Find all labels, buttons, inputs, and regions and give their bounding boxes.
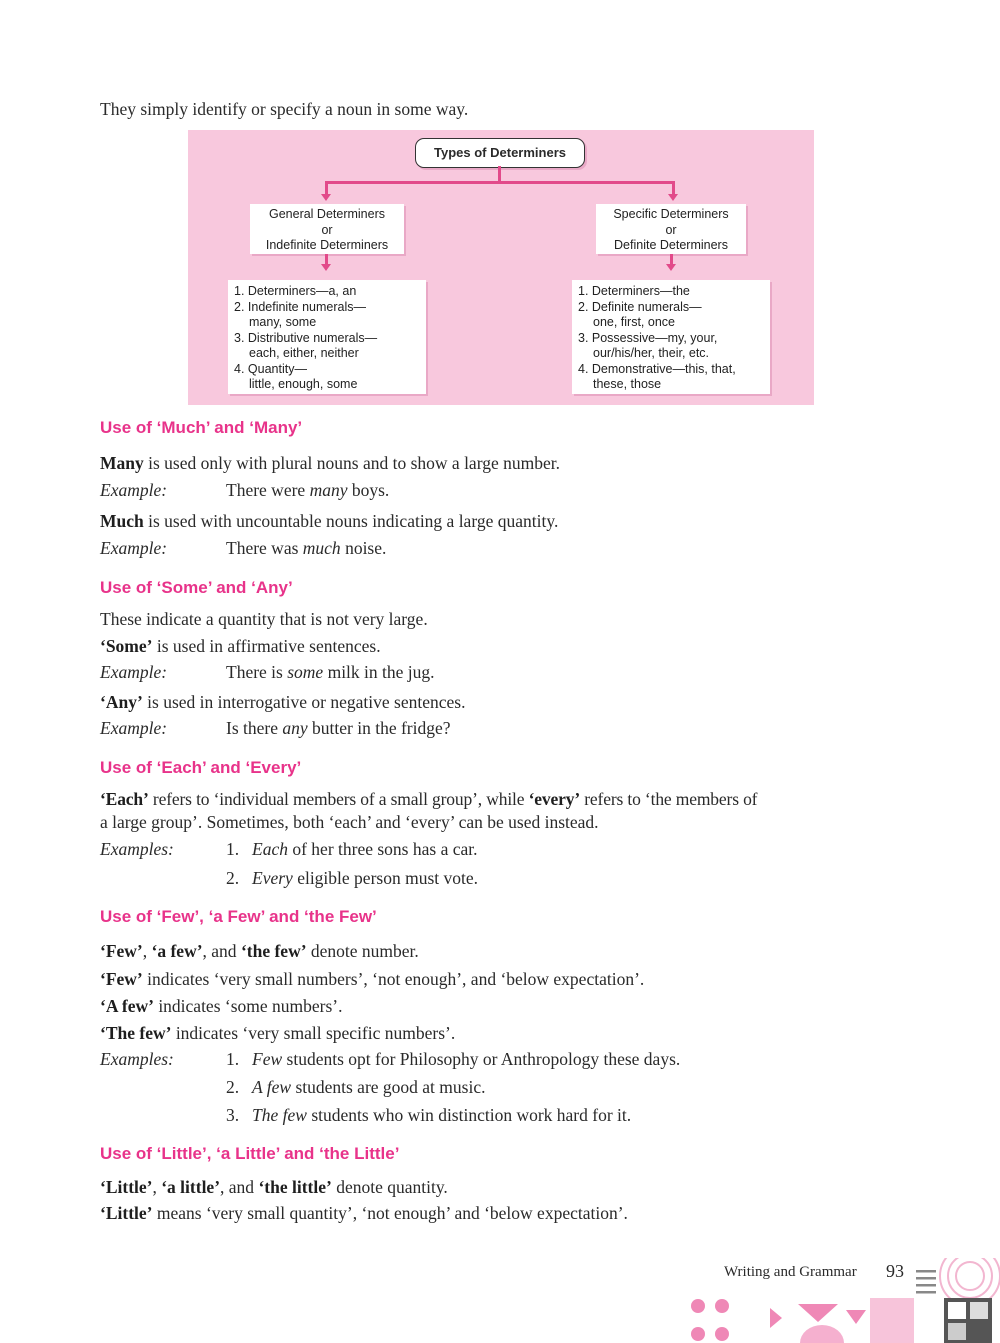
connector-line bbox=[498, 166, 501, 182]
list-item: 2. Indefinite numerals— bbox=[234, 299, 367, 314]
general-determiners-box bbox=[250, 204, 404, 254]
paragraph: These indicate a quantity that is not very large. bbox=[100, 609, 428, 629]
example-number: 2. bbox=[226, 1077, 240, 1097]
list-item: 4. Quantity— bbox=[234, 361, 307, 376]
paragraph: ‘Any’ is used in interrogative or negative sentences. bbox=[100, 692, 466, 712]
paragraph: a large group’. Sometimes, both ‘each’ and ‘every’ can be used instead. bbox=[100, 812, 599, 832]
triangles-icon bbox=[770, 1298, 914, 1343]
example-label: Example: bbox=[100, 662, 168, 682]
example-text: There was much noise. bbox=[226, 538, 387, 558]
example-text: A few students are good at music. bbox=[252, 1077, 486, 1097]
arrow-down-icon bbox=[666, 264, 676, 271]
list-item: 3. Distributive numerals— bbox=[234, 330, 378, 345]
general-list-box bbox=[228, 280, 426, 394]
example-text: The few students who win distinction work hard for it. bbox=[252, 1105, 632, 1125]
paragraph: ‘Few’, ‘a few’, and ‘the few’ denote number. bbox=[100, 941, 419, 961]
list-item: 2. Definite numerals— bbox=[578, 299, 702, 314]
paragraph: ‘Few’ indicates ‘very small numbers’, ‘not enough’, and ‘below expectation’. bbox=[100, 969, 645, 989]
connector-line bbox=[672, 181, 675, 195]
arrow-down-icon bbox=[321, 264, 331, 271]
paragraph: ‘A few’ indicates ‘some numbers’. bbox=[100, 996, 343, 1016]
list-item: 1. Determiners—a, an bbox=[234, 284, 357, 298]
list-item: little, enough, some bbox=[249, 377, 358, 391]
lines-icon bbox=[916, 1270, 936, 1294]
footer-book-title: Writing and Grammar bbox=[724, 1264, 857, 1280]
example-label: Example: bbox=[100, 718, 168, 738]
paragraph: ‘The few’ indicates ‘very small specific numbers’. bbox=[100, 1023, 456, 1043]
specific-line3: Definite Determiners bbox=[614, 238, 728, 252]
list-item: 4. Demonstrative—this, that, bbox=[578, 361, 736, 376]
section-heading-much-many: Use of ‘Much’ and ‘Many’ bbox=[100, 418, 303, 437]
connector-line bbox=[325, 254, 328, 264]
specific-line2: or bbox=[665, 222, 677, 237]
example-number: 2. bbox=[226, 868, 240, 888]
list-item: 3. Possessive—my, your, bbox=[578, 330, 718, 345]
paragraph: Much is used with uncountable nouns indicating a large quantity. bbox=[100, 511, 559, 531]
connector-line bbox=[325, 181, 675, 184]
list-item: these, those bbox=[593, 377, 662, 391]
list-item: 1. Determiners—the bbox=[578, 284, 690, 298]
section-heading-each-every: Use of ‘Each’ and ‘Every’ bbox=[100, 758, 302, 777]
example-label: Example: bbox=[100, 480, 168, 500]
connector-line bbox=[325, 181, 328, 195]
section-heading-little: Use of ‘Little’, ‘a Little’ and ‘the Little’ bbox=[100, 1144, 400, 1163]
paragraph: Many is used only with plural nouns and to show a large number. bbox=[100, 453, 560, 473]
example-text: Is there any butter in the fridge? bbox=[226, 718, 451, 738]
determiners-diagram bbox=[188, 130, 814, 405]
specific-list-box bbox=[572, 280, 770, 394]
general-line2: or bbox=[321, 222, 333, 237]
paragraph: ‘Little’, ‘a little’, and ‘the little’ denote quantity. bbox=[100, 1177, 448, 1197]
arrow-down-icon bbox=[321, 194, 331, 201]
footer-decoration bbox=[680, 1258, 1000, 1343]
intro-text: They simply identify or specify a noun in some way. bbox=[100, 99, 469, 119]
paragraph: ‘Some’ is used in affirmative sentences. bbox=[100, 636, 381, 656]
paragraph: ‘Each’ refers to ‘individual members of a small group’, while ‘every’ refers to ‘the members of bbox=[100, 789, 758, 809]
list-item: many, some bbox=[249, 315, 317, 329]
connector-line bbox=[670, 254, 673, 264]
list-item: our/his/her, their, etc. bbox=[593, 346, 710, 360]
example-text: Each of her three sons has a car. bbox=[252, 839, 478, 859]
specific-determiners-box bbox=[596, 204, 746, 254]
section-heading-some-any: Use of ‘Some’ and ‘Any’ bbox=[100, 578, 293, 597]
example-number: 1. bbox=[226, 1049, 240, 1069]
example-label: Examples: bbox=[100, 839, 174, 859]
list-item: one, first, once bbox=[593, 315, 675, 329]
general-line1: General Determiners bbox=[268, 207, 385, 221]
section-heading-few: Use of ‘Few’, ‘a Few’ and ‘the Few’ bbox=[100, 907, 377, 926]
list-item: each, either, neither bbox=[249, 346, 359, 360]
example-number: 1. bbox=[226, 839, 240, 859]
example-text: Few students opt for Philosophy or Anthropology these days. bbox=[252, 1049, 681, 1069]
arrow-down-icon bbox=[668, 194, 678, 201]
grid-squares-icon bbox=[944, 1298, 992, 1343]
page-number: 93 bbox=[886, 1261, 904, 1281]
general-line3: Indefinite Determiners bbox=[265, 238, 389, 252]
example-text: There were many boys. bbox=[226, 480, 390, 500]
diagram-title: Types of Determiners bbox=[415, 138, 585, 168]
example-text: There is some milk in the jug. bbox=[226, 662, 435, 682]
example-label: Examples: bbox=[100, 1049, 174, 1069]
specific-line1: Specific Determiners bbox=[613, 207, 729, 221]
example-text: Every eligible person must vote. bbox=[252, 868, 478, 888]
dots-icon bbox=[691, 1299, 729, 1341]
example-number: 3. bbox=[226, 1105, 240, 1125]
paragraph: ‘Little’ means ‘very small quantity’, ‘not enough’ and ‘below expectation’. bbox=[100, 1203, 628, 1223]
example-label: Example: bbox=[100, 538, 168, 558]
